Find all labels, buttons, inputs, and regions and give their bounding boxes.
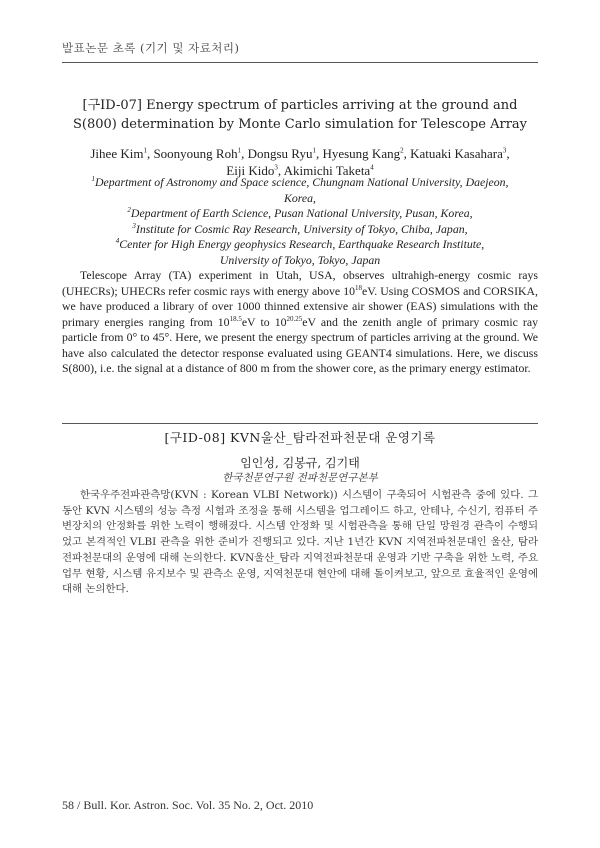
affiliation: $^4$Center for High Energy geophysics Research, Earthquake Research Institute, bbox=[115, 237, 485, 251]
affiliation-cont: Korea, bbox=[283, 190, 316, 205]
paper1-title-line2: S(800) determination by Monte Carlo simulation for Telescope Array bbox=[72, 117, 528, 132]
author: Akimichi Taketa$^4$ bbox=[283, 163, 374, 178]
author: Eiji Kido$^3$, bbox=[226, 163, 284, 178]
author: Dongsu Ryu$^1$, bbox=[247, 146, 323, 161]
author: Katuaki Kasahara$^3$, bbox=[410, 146, 510, 161]
paper1-title-line1: [구ID-07] Energy spectrum of particles arriving at the ground and bbox=[82, 98, 518, 113]
paper2-authors: 임인성, 김봉규, 김기태 bbox=[240, 456, 360, 470]
affiliation-cont: University of Tokyo, Tokyo, Japan bbox=[219, 252, 381, 267]
page-header: 발표논문 초록 (기기 및 자료처리) bbox=[62, 40, 538, 63]
paper2-title: [구ID-08] KVN울산_탐라전파천문대 운영기록 bbox=[164, 430, 436, 445]
affiliation: $^1$Department of Astronomy and Space science, Chungnam National University, Daejeon, bbox=[91, 175, 509, 189]
paper1-authors bbox=[62, 145, 538, 179]
paper1-affiliations bbox=[62, 175, 538, 268]
author: Jihee Kim$^1$, bbox=[90, 146, 154, 161]
author: Hyesung Kang$^2$, bbox=[322, 146, 411, 161]
affiliation: $^3$Institute for Cosmic Ray Research, University of Tokyo, Chiba, Japan, bbox=[132, 221, 468, 236]
page-footer: 58 / Bull. Kor. Astron. Soc. Vol. 35 No. 2, Oct. 2010 bbox=[62, 798, 314, 812]
paper2-abstract: 한국우주전파관측망(KVN : Korean VLBI Network)) 시스템이 구축되어 시험관측 중에 있다. 그 동안 KVN 시스템의 성능 측정 시험과 조정을 통해 시스템을 업그레이드 하고, 안테나, 수신기, 컴퓨터 주변장치의 안정화를 위한 노력이 행해졌다. 시스템 안정화 및 시험관측을 통해 단일 망원경 관측이 수행되었고 본격적인 VLBI 관측을 위한 준비가 진행되고 있다. 지난 1년간 KVN 지역전파천문대인 울산, 탐라전파천문대의 운영에 대해 논의한다. KVN울산_탐라 지역전파천문대 운영과 기반 구축을 위한 노력, 주요업무 현황, 시스템 유지보수 및 관측소 운영, 지역천문대 현안에 대해 돌이켜보고, 앞으로 효율적인 운영에 대해 논의한다. bbox=[62, 489, 538, 596]
paper1-title bbox=[62, 96, 538, 134]
author: Soonyoung Roh$^1$, bbox=[153, 146, 248, 161]
section-divider bbox=[62, 423, 538, 424]
affiliation: $^2$Department of Earth Science, Pusan National University, Pusan, Korea, bbox=[127, 206, 473, 220]
paper1-abstract: Telescope Array (TA) experiment in Utah, USA, observes ultrahigh-energy cosmic rays (UHECRs); UHECRs refer cosmic rays with energy above $10^{18}eV$. Using COSMOS and CORSIKA, we have produced a library of over 1000 thinned extensive air shower (EAS) simulations with the primary energies ranging from $10^{18.5}eV$ to $10^{20.25}eV$ and the zenith angle of primary cosmic ray particle from 0° to 45°. Here, we present the energy spectrum of particles arriving at the ground. We have also calculated the detector response evaluated using GEANT4 simulations. Here, we discuss S(800), i.e. the signal at a distance of 800 m from the shower core, as the primary energy estimator. bbox=[62, 268, 538, 375]
paper2-affiliation: 한국천문연구원 전파천문연구본부 bbox=[222, 472, 378, 484]
